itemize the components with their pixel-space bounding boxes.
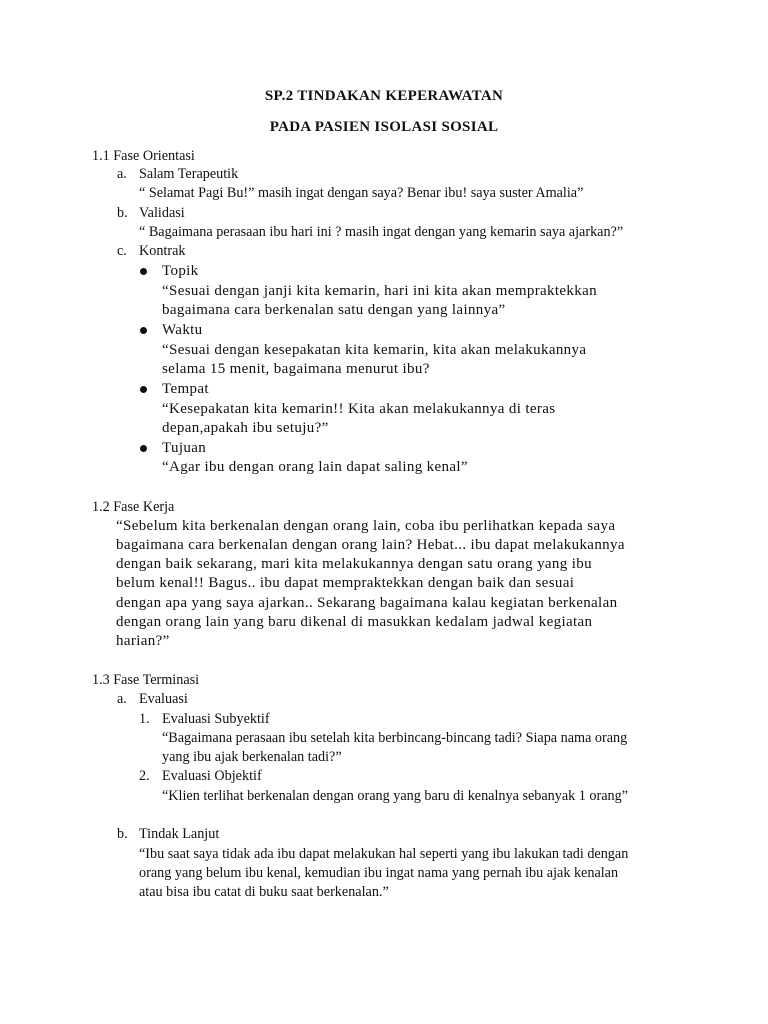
bullet-icon <box>140 445 147 452</box>
bullet-label: Topik <box>162 263 199 279</box>
dialogue-line: selama 15 menit, bagaimana menurut ibu? <box>162 361 430 377</box>
dialogue-quote: “ Bagaimana perasaan ibu hari ini ? masih ingat dengan yang kemarin saya ajarkan?” <box>139 224 624 240</box>
document-title: SP.2 TINDAKAN KEPERAWATAN <box>264 88 504 104</box>
subsection-label: Kontrak <box>139 243 186 259</box>
dialogue-line: “Bagaimana perasaan ibu setelah kita berbincang-bincang tadi? Siapa nama orang <box>162 730 628 746</box>
dialogue-line: yang ibu ajak berkenalan tadi?” <box>162 749 342 765</box>
bullet-label: Tujuan <box>162 440 207 456</box>
subsection-label: Validasi <box>139 205 185 221</box>
dialogue-line: orang yang belum ibu kenal, kemudian ibu ingat nama yang pernah ibu ajak kenalan <box>139 865 619 881</box>
dialogue-line: “Klien terlihat berkenalan dengan orang yang baru di kenalnya sebanyak 1 orang” <box>162 788 629 804</box>
subsection-label: Evaluasi Subyektif <box>162 711 270 727</box>
list-marker: a. <box>117 166 127 182</box>
list-marker: b. <box>117 826 128 842</box>
dialogue-line: bagaimana cara berkenalan dengan orang lain? Hebat... ibu dapat melakukannya <box>116 537 625 553</box>
bullet-icon <box>140 268 147 275</box>
list-marker: 2. <box>139 768 150 784</box>
subsection-label: Evaluasi <box>139 691 188 707</box>
dialogue-line: “Ibu saat saya tidak ada ibu dapat melakukan hal seperti yang ibu lakukan tadi dengan <box>139 846 629 862</box>
bullet-label: Tempat <box>162 381 209 397</box>
section-heading: 1.1 Fase Orientasi <box>92 148 195 164</box>
list-marker: b. <box>117 205 128 221</box>
dialogue-line: “Agar ibu dengan orang lain dapat saling kenal” <box>162 459 468 475</box>
list-marker: c. <box>117 243 127 259</box>
bullet-icon <box>140 327 147 334</box>
dialogue-line: bagaimana cara berkenalan satu dengan yang lainnya” <box>162 302 506 318</box>
dialogue-line: dengan orang lain yang baru dikenal di masukkan kedalam jadwal kegiatan <box>116 614 593 630</box>
dialogue-line: depan,apakah ibu setuju?” <box>162 420 329 436</box>
section-heading: 1.2 Fase Kerja <box>92 499 175 515</box>
dialogue-line: dengan apa yang saya ajarkan.. Sekarang bagaimana kalau kegiatan berkenalan <box>116 595 618 611</box>
dialogue-line: “Kesepakatan kita kemarin!! Kita akan melakukannya di teras <box>162 401 556 417</box>
dialogue-line: “Sebelum kita berkenalan dengan orang lain, coba ibu perlihatkan kepada saya <box>116 518 616 534</box>
dialogue-line: dengan baik sekarang, mari kita melakukannya dengan satu orang yang ibu <box>116 556 592 572</box>
list-marker: a. <box>117 691 127 707</box>
dialogue-quote: “ Selamat Pagi Bu!” masih ingat dengan saya? Benar ibu! saya suster Amalia” <box>139 185 584 201</box>
bullet-label: Waktu <box>162 322 203 338</box>
bullet-icon <box>140 386 147 393</box>
dialogue-line: atau bisa ibu catat di buku saat berkenalan.” <box>139 884 389 900</box>
subsection-label: Tindak Lanjut <box>139 826 220 842</box>
document-subtitle: PADA PASIEN ISOLASI SOSIAL <box>269 119 499 135</box>
subsection-label: Evaluasi Objektif <box>162 768 262 784</box>
dialogue-line: belum kenal!! Bagus.. ibu dapat mempraktekkan dengan baik dan sesuai <box>116 575 575 591</box>
subsection-label: Salam Terapeutik <box>139 166 239 182</box>
dialogue-line: “Sesuai dengan kesepakatan kita kemarin, kita akan melakukannya <box>162 342 587 358</box>
list-marker: 1. <box>139 711 150 727</box>
section-heading: 1.3 Fase Terminasi <box>92 672 200 688</box>
dialogue-line: “Sesuai dengan janji kita kemarin, hari ini kita akan mempraktekkan <box>162 283 597 299</box>
dialogue-line: harian?” <box>116 633 170 649</box>
